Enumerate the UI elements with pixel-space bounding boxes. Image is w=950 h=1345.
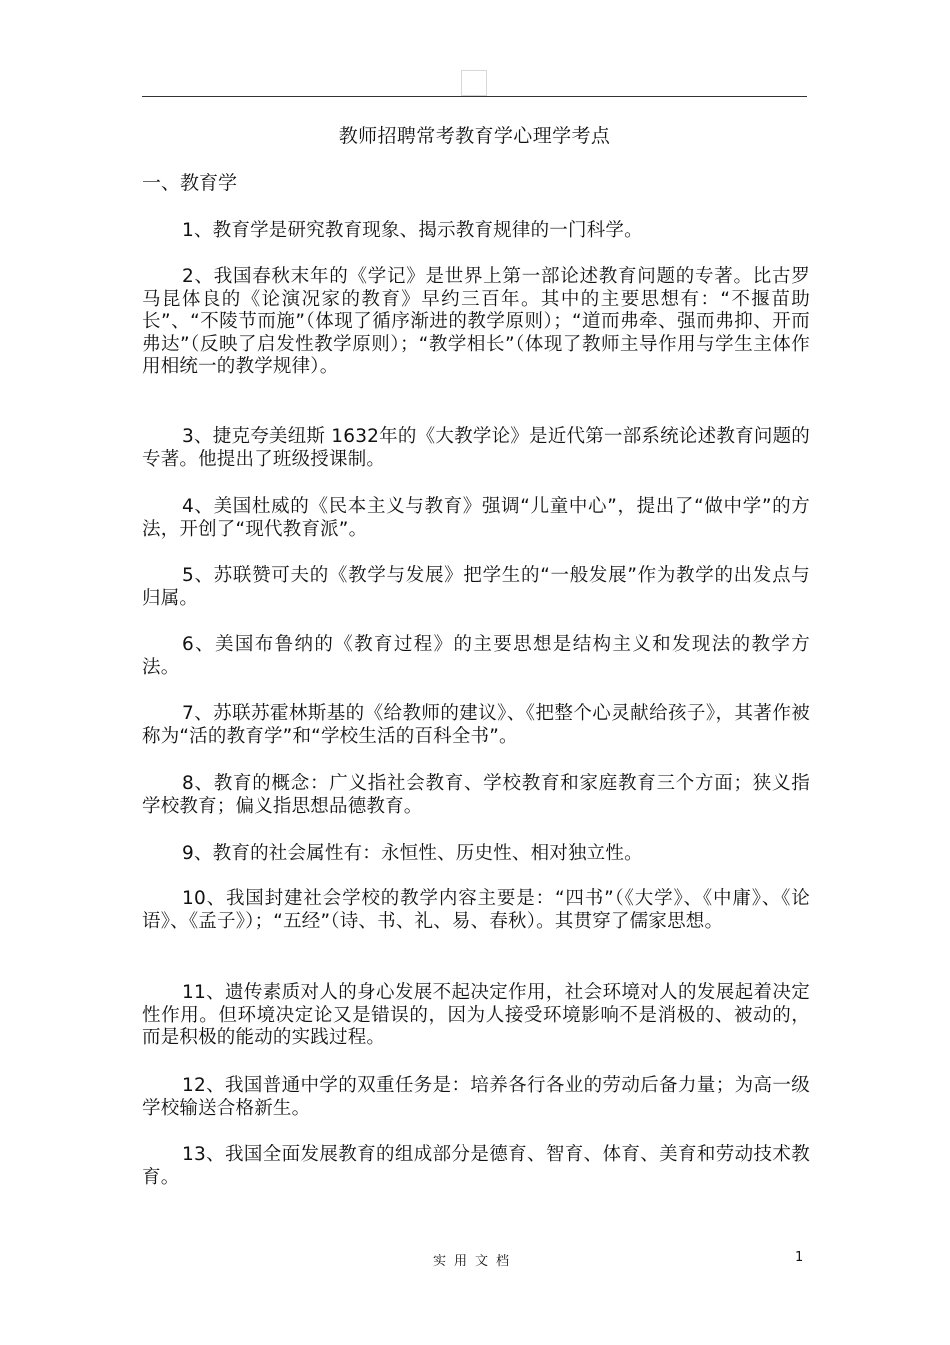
paragraph-12: 12、我国普通中学的双重任务是：培养各行各业的劳动后备力量；为高一级学校输送合格新生。 bbox=[142, 1075, 810, 1119]
paragraph-1: 1、教育学是研究教育现象、揭示教育规律的一门科学。 bbox=[182, 220, 643, 241]
paragraph-9: 9、教育的社会属性有：永恒性、历史性、相对独立性。 bbox=[182, 843, 643, 864]
paragraph-3: 3、捷克夸美纽斯 1632年的《大教学论》是近代第一部系统论述教育问题的专著。他提出了班级授课制。 bbox=[142, 426, 810, 470]
paragraph-4: 4、美国杜威的《民本主义与教育》强调“儿童中心”，提出了“做中学”的方法，开创了“现代教育派”。 bbox=[142, 496, 810, 540]
section-heading: 一、教育学 bbox=[142, 172, 238, 194]
header-placeholder-box bbox=[461, 70, 487, 96]
header-rule bbox=[142, 96, 807, 97]
paragraph-5: 5、苏联赞可夫的《教学与发展》把学生的“一般发展”作为教学的出发点与归属。 bbox=[142, 565, 810, 609]
paragraph-2: 2、我国春秋末年的《学记》是世界上第一部论述教育问题的专著。比古罗马昆体良的《论演况家的教育》早约三百年。其中的主要思想有：“不揠苗助长”、“不陵节而施”（体现了循序渐进的教学原则）；“道而弗牵、强而弗抑、开而弗达”（反映了启发性教学原则）；“教学相长”（体现了教师主导作用与学生主体作用相统一的教学规律）。 bbox=[142, 266, 810, 377]
footer-label: 实用文档 bbox=[432, 1254, 517, 1269]
document-title: 教师招聘常考教育学心理学考点 bbox=[338, 125, 611, 147]
paragraph-11: 11、遗传素质对人的身心发展不起决定作用，社会环境对人的发展起着决定性作用。但环境决定论又是错误的，因为人接受环境影响不是消极的、被动的，而是积极的能动的实践过程。 bbox=[142, 982, 810, 1048]
paragraph-8: 8、教育的概念：广义指社会教育、学校教育和家庭教育三个方面；狭义指学校教育；偏义指思想品德教育。 bbox=[142, 773, 810, 817]
page-number: 1 bbox=[795, 1250, 804, 1265]
paragraph-7: 7、苏联苏霍林斯基的《给教师的建议》、《把整个心灵献给孩子》，其著作被称为“活的教育学”和“学校生活的百科全书”。 bbox=[142, 703, 810, 747]
paragraph-6: 6、美国布鲁纳的《教育过程》的主要思想是结构主义和发现法的教学方法。 bbox=[142, 634, 810, 678]
paragraph-13: 13、我国全面发展教育的组成部分是德育、智育、体育、美育和劳动技术教育。 bbox=[142, 1144, 810, 1188]
paragraph-10: 10、我国封建社会学校的教学内容主要是：“四书”（《大学》、《中庸》、《论语》、《孟子》）；“五经”（诗、书、礼、易、春秋）。其贯穿了儒家思想。 bbox=[142, 888, 810, 932]
